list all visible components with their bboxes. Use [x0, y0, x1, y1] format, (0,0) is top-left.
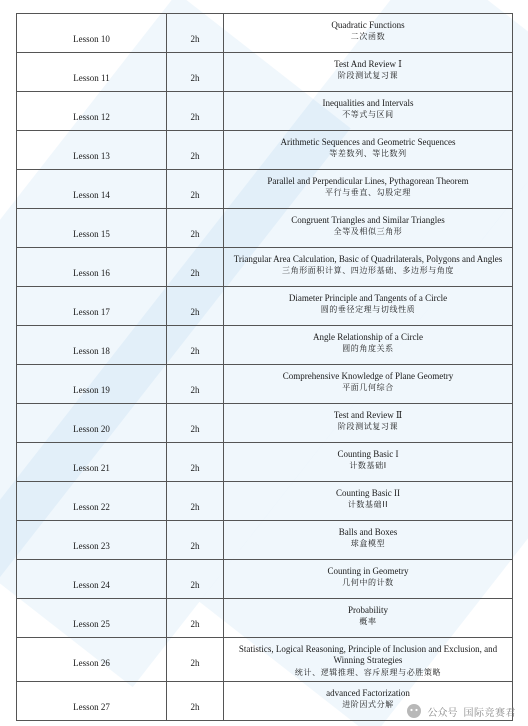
table-row [17, 326, 513, 365]
topic-title-zh: 统计、逻辑推理、容斥原理与必胜策略 [294, 667, 442, 677]
topic-title-en: Parallel and Perpendicular Lines, Pythagorean Theorem [267, 176, 469, 186]
topic-title-en: Inequalities and Intervals [322, 98, 414, 108]
hours-cell: 2h [167, 248, 224, 287]
topic-title-en: Congruent Triangles and Similar Triangles [291, 215, 445, 225]
hours-cell: 2h [167, 14, 224, 53]
topic-title-zh: 圆的垂径定理与切线性质 [320, 305, 416, 315]
hours-cell: 2h [167, 482, 224, 521]
topic-title-en: Angle Relationship of a Circle [313, 332, 423, 342]
brand-name: 国际竞赛君 [463, 707, 516, 719]
topic-title-zh: 阶段测试复习课 [337, 422, 399, 432]
wechat-official-account-icon [406, 703, 422, 719]
table-row [17, 92, 513, 131]
lesson-number-cell: Lesson 14 [17, 170, 167, 209]
topic-title-en: Test and Review Ⅱ [333, 410, 403, 420]
hours-cell: 2h [167, 326, 224, 365]
lesson-topic-cell [224, 599, 513, 638]
hours-cell: 2h [167, 404, 224, 443]
lesson-number-cell: Lesson 26 [17, 638, 167, 682]
table-row [17, 209, 513, 248]
lesson-topic-cell [224, 521, 513, 560]
topic-title-en: Counting Basic I [337, 449, 399, 459]
lesson-number-cell: Lesson 23 [17, 521, 167, 560]
table-row [17, 287, 513, 326]
topic-title-en: Counting Basic II [336, 488, 400, 498]
table-row [17, 131, 513, 170]
topic-title-zh: 圆的角度关系 [342, 344, 394, 354]
topic-title-en: Arithmetic Sequences and Geometric Sequences [280, 137, 456, 147]
table-row [17, 560, 513, 599]
topic-title-zh: 三角形面积计算、四边形基础、多边形与角度 [282, 266, 454, 276]
hours-cell: 2h [167, 443, 224, 482]
lesson-number-cell: Lesson 10 [17, 14, 167, 53]
topic-title-en: Test And Review Ⅰ [334, 59, 402, 69]
table-row [17, 248, 513, 287]
hours-cell: 2h [167, 521, 224, 560]
lesson-schedule-table [16, 13, 513, 721]
table-row [17, 170, 513, 209]
table-row [17, 53, 513, 92]
table-row [17, 443, 513, 482]
hours-cell: 2h [167, 681, 224, 720]
table-row [17, 404, 513, 443]
topic-title-zh: 几何中的计数 [342, 578, 394, 588]
lesson-number-cell: Lesson 18 [17, 326, 167, 365]
lesson-topic-cell [224, 131, 513, 170]
topic-title-en: Probability [348, 605, 388, 615]
lesson-number-cell: Lesson 19 [17, 365, 167, 404]
hours-cell: 2h [167, 560, 224, 599]
lesson-topic-cell [224, 92, 513, 131]
topic-title-zh: 阶段测试复习课 [337, 71, 399, 81]
topic-title-zh: 全等及相似三角形 [333, 227, 403, 237]
lesson-topic-cell [224, 560, 513, 599]
table-row [17, 365, 513, 404]
lesson-topic-cell [224, 287, 513, 326]
hours-cell: 2h [167, 53, 224, 92]
topic-title-en: Triangular Area Calculation, Basic of Quadrilaterals, Polygons and Angles [233, 254, 503, 264]
lesson-topic-cell [224, 209, 513, 248]
table-row [17, 482, 513, 521]
topic-title-en: Quadratic Functions [331, 20, 405, 30]
lesson-topic-cell [224, 14, 513, 53]
lesson-number-cell: Lesson 12 [17, 92, 167, 131]
hours-cell: 2h [167, 599, 224, 638]
wechat-brand-footer [406, 703, 517, 719]
lesson-topic-cell [224, 404, 513, 443]
table-row [17, 638, 513, 682]
lesson-number-cell: Lesson 20 [17, 404, 167, 443]
lesson-number-cell: Lesson 16 [17, 248, 167, 287]
lesson-topic-cell [224, 53, 513, 92]
hours-cell: 2h [167, 638, 224, 682]
hours-cell: 2h [167, 287, 224, 326]
lesson-topic-cell [224, 365, 513, 404]
topic-title-en: Comprehensive Knowledge of Plane Geometry [282, 371, 454, 381]
lesson-number-cell: Lesson 21 [17, 443, 167, 482]
topic-title-zh: 平行与垂直、勾股定理 [325, 188, 411, 198]
topic-title-en: Statistics, Logical Reasoning, Principle of Inclusion and Exclusion, and Winning Strategies [238, 644, 498, 666]
topic-title-zh: 不等式与区间 [342, 110, 394, 120]
lesson-number-cell: Lesson 13 [17, 131, 167, 170]
table-row [17, 521, 513, 560]
topic-title-en: Counting in Geometry [327, 566, 409, 576]
lesson-number-cell: Lesson 17 [17, 287, 167, 326]
table-row [17, 599, 513, 638]
lesson-topic-cell [224, 170, 513, 209]
lesson-topic-cell [224, 326, 513, 365]
lesson-table-body [17, 14, 513, 721]
topic-title-zh: 二次函数 [350, 32, 386, 42]
lesson-topic-cell [224, 248, 513, 287]
topic-title-zh: 进阶因式分解 [342, 699, 394, 709]
topic-title-zh: 概率 [359, 617, 377, 627]
lesson-number-cell: Lesson 15 [17, 209, 167, 248]
lesson-number-cell: Lesson 24 [17, 560, 167, 599]
lesson-topic-cell [224, 638, 513, 682]
lesson-number-cell: Lesson 25 [17, 599, 167, 638]
topic-title-en: advanced Factorization [326, 687, 410, 698]
lesson-number-cell: Lesson 27 [17, 681, 167, 720]
topic-title-zh: 平面几何综合 [342, 383, 394, 393]
topic-title-en: Diameter Principle and Tangents of a Circle [288, 293, 448, 303]
hours-cell: 2h [167, 92, 224, 131]
hours-cell: 2h [167, 131, 224, 170]
hours-cell: 2h [167, 365, 224, 404]
lesson-topic-cell [224, 443, 513, 482]
topic-title-zh: 球盒模型 [350, 539, 386, 549]
hours-cell: 2h [167, 209, 224, 248]
lesson-number-cell: Lesson 11 [17, 53, 167, 92]
hours-cell: 2h [167, 170, 224, 209]
table-row [17, 14, 513, 53]
topic-title-en: Balls and Boxes [338, 527, 398, 537]
topic-title-zh: 等差数列、等比数列 [329, 149, 407, 159]
lesson-topic-cell [224, 482, 513, 521]
brand-platform: 公众号 [427, 707, 458, 719]
lesson-number-cell: Lesson 22 [17, 482, 167, 521]
topic-title-zh: 计数基础I [349, 461, 387, 471]
topic-title-zh: 计数基础II [347, 500, 389, 510]
